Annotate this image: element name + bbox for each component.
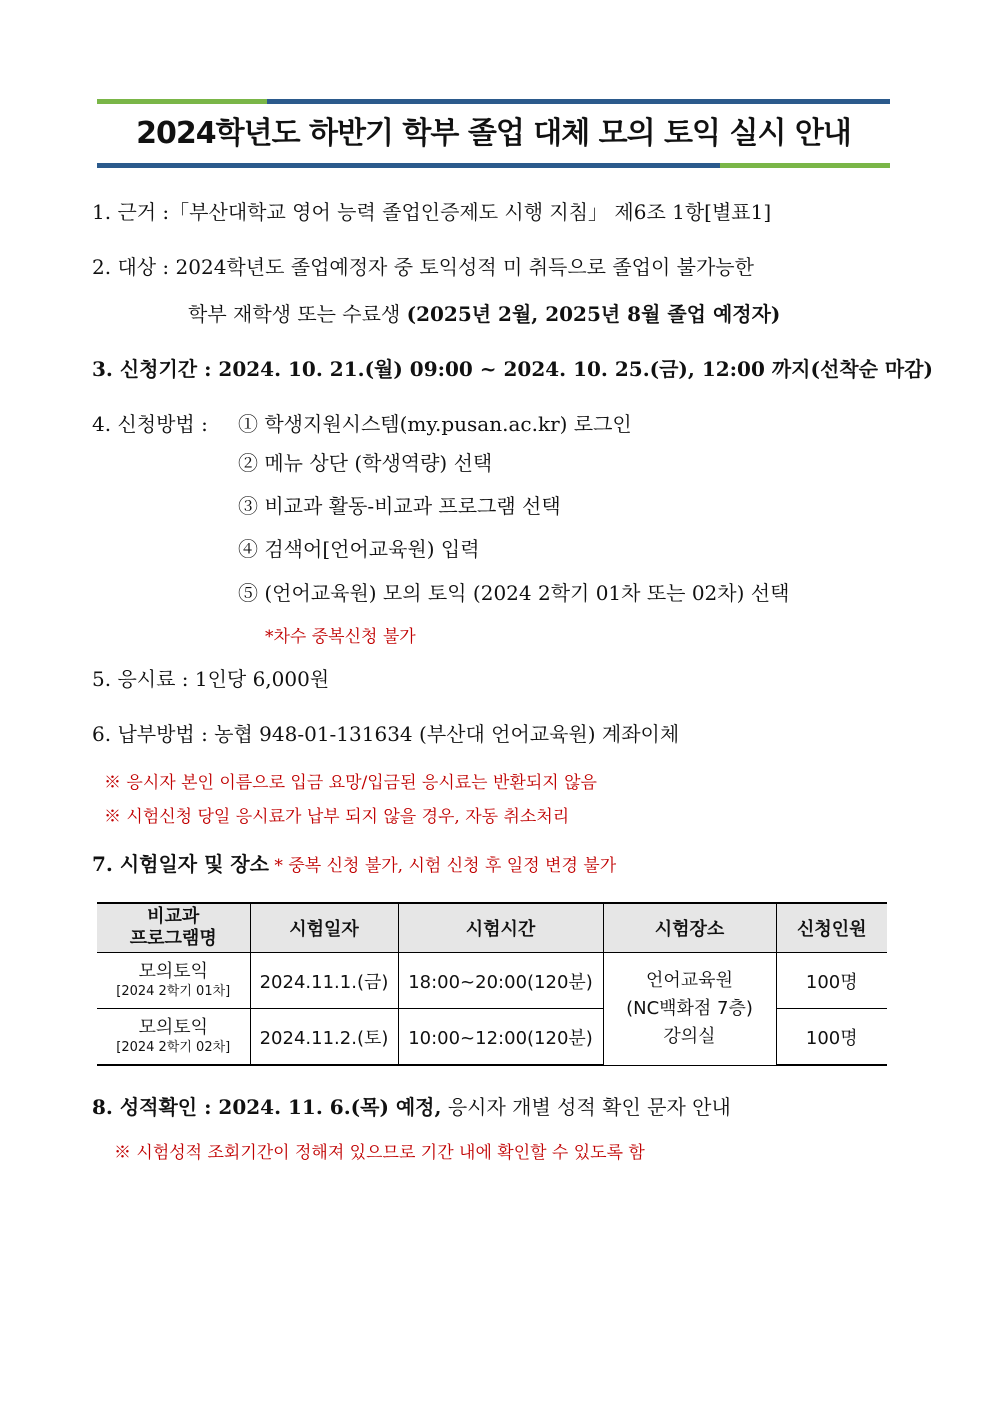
result-bold: 8. 성적확인 : 2024. 11. 6.(목) 예정,	[92, 1095, 442, 1119]
item-target-line2-plain: 학부 재학생 또는 수료생	[188, 302, 407, 326]
item-payment: 6. 납부방법 : 농협 948-01-131634 (부산대 언어교육원) 계좌이체	[92, 722, 680, 746]
table-header-row	[97, 903, 887, 953]
cell-venue	[603, 953, 776, 1066]
cell-time: 10:00~12:00(120분)	[398, 1009, 603, 1066]
program-sub: [2024 2학기 01차]	[116, 983, 231, 999]
item-exam-heading	[92, 850, 616, 880]
header-bar-bottom-green	[720, 163, 890, 168]
program-name: 모의토익	[138, 1016, 209, 1038]
header-time: 시험시간	[398, 903, 603, 953]
venue-line-2: (NC백화점 7층)	[626, 997, 753, 1019]
venue-line-3: 강의실	[663, 1025, 716, 1047]
item-target-line2	[188, 300, 780, 328]
cell-date: 2024.11.2.(토)	[250, 1009, 398, 1066]
header-program-line1: 비교과	[147, 906, 200, 927]
payment-note-1: ※ 응시자 본인 이름으로 입금 요망/입금된 응시료는 반환되지 않음	[104, 773, 597, 793]
item-basis: 1. 근거 :「부산대학교 영어 능력 졸업인증제도 시행 지침」 제6조 1항[별표1]	[92, 200, 772, 224]
exam-heading-note: * 중복 신청 불가, 시험 신청 후 일정 변경 불가	[269, 856, 617, 876]
result-plain: 응시자 개별 성적 확인 문자 안내	[441, 1095, 731, 1119]
header-bar-bottom-navy	[97, 163, 720, 168]
cell-time: 18:00~20:00(120분)	[398, 953, 603, 1009]
exam-heading-text: 7. 시험일자 및 장소	[92, 852, 270, 876]
item-method-label: 4. 신청방법 :	[92, 412, 208, 436]
cell-program	[97, 953, 250, 1009]
header-applicants: 신청인원	[776, 903, 887, 953]
program-name: 모의토익	[138, 960, 209, 982]
item-fee: 5. 응시료 : 1인당 6,000원	[92, 667, 330, 691]
cell-program	[97, 1009, 250, 1066]
item-target-line1: 2. 대상 : 2024학년도 졸업예정자 중 토익성적 미 취득으로 졸업이 불가능한	[92, 255, 754, 279]
method-step-1: ① 학생지원시스템(my.pusan.ac.kr) 로그인	[238, 412, 632, 436]
header-program-line2: 프로그램명	[129, 928, 217, 949]
item-target-line2-bold: (2025년 2월, 2025년 8월 졸업 예정자)	[406, 302, 781, 326]
header-bar-top-navy	[267, 99, 890, 104]
header-program	[97, 903, 250, 953]
method-step-2: ② 메뉴 상단 (학생역량) 선택	[238, 451, 493, 475]
payment-note-2: ※ 시험신청 당일 응시료가 납부 되지 않을 경우, 자동 취소처리	[104, 807, 570, 827]
cell-applicants: 100명	[776, 953, 887, 1009]
item-result	[92, 1093, 731, 1121]
venue-line-1: 언어교육원	[646, 969, 733, 991]
cell-applicants: 100명	[776, 1009, 887, 1066]
result-note: ※ 시험성적 조회기간이 정해져 있으므로 기간 내에 확인할 수 있도록 함	[114, 1143, 645, 1163]
item-period: 3. 신청기간 : 2024. 10. 21.(월) 09:00 ~ 2024. 10. 25.(금), 12:00 까지(선착순 마감)	[92, 357, 933, 381]
method-step-note: *차수 중복신청 불가	[265, 627, 416, 647]
page-title: 2024학년도 하반기 학부 졸업 대체 모의 토익 실시 안내	[136, 116, 851, 151]
exam-schedule-table	[97, 902, 887, 1066]
method-step-4: ④ 검색어[언어교육원) 입력	[238, 537, 480, 561]
header-bar-top-green	[97, 99, 267, 104]
cell-date: 2024.11.1.(금)	[250, 953, 398, 1009]
method-step-3: ③ 비교과 활동-비교과 프로그램 선택	[238, 494, 561, 518]
table-row	[97, 953, 887, 1009]
program-sub: [2024 2학기 02차]	[116, 1039, 231, 1055]
header-date: 시험일자	[250, 903, 398, 953]
header-venue: 시험장소	[603, 903, 776, 953]
method-step-5: ⑤ (언어교육원) 모의 토익 (2024 2학기 01차 또는 02차) 선택	[238, 581, 790, 605]
